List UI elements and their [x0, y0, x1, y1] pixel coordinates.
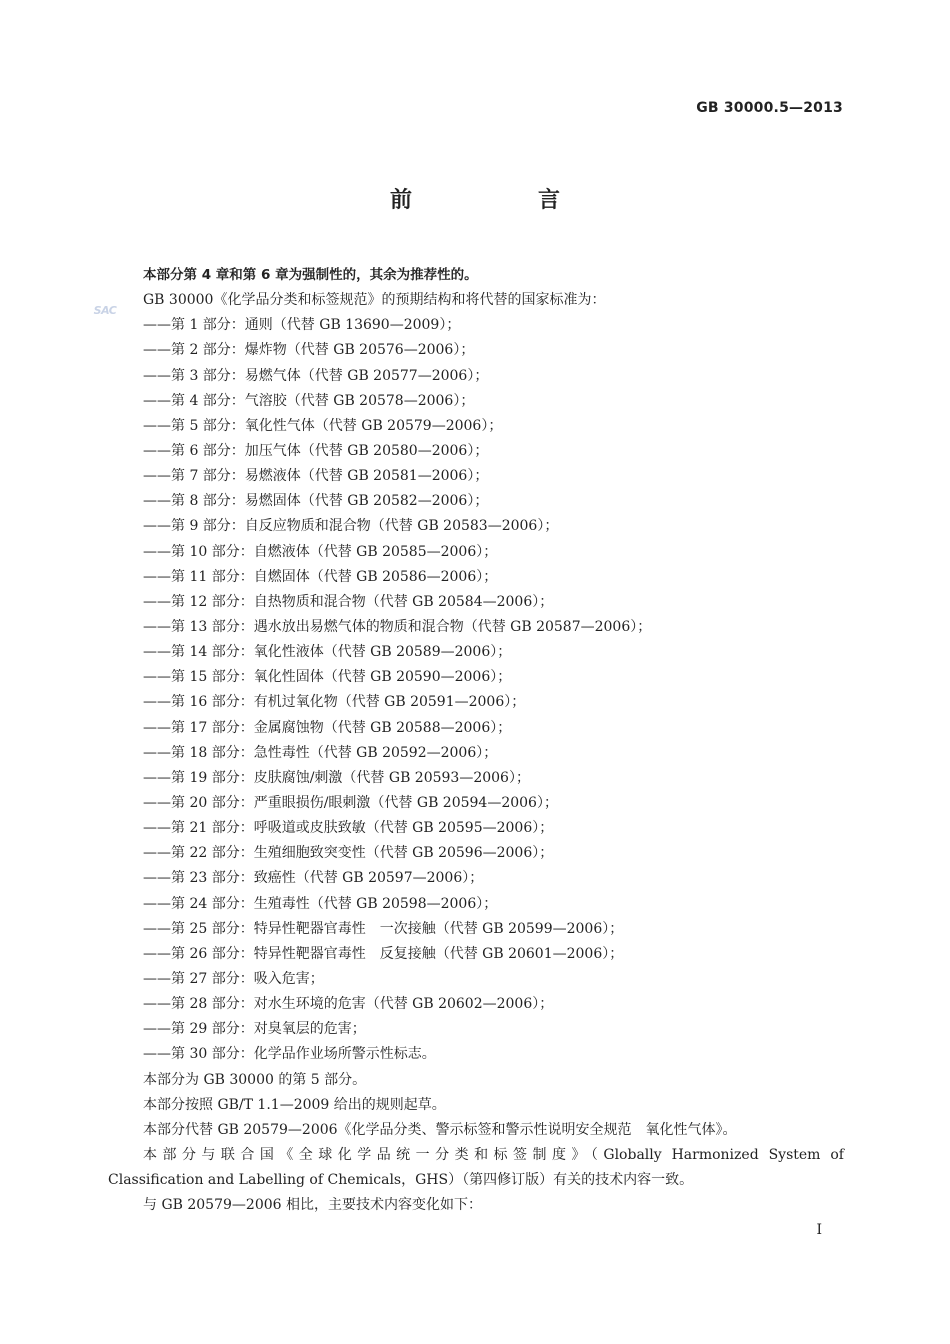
- paragraph-structure-intro: GB 30000《化学品分类和标签规范》的预期结构和将代替的国家标准为：: [143, 292, 606, 309]
- paragraph-ghs-consistency-cont: Classification and Labelling of Chemicals，GHS）（第四修订版）有关的技术内容一致。: [108, 1172, 694, 1189]
- list-item: ——第 22 部分：生殖细胞致突变性（代替 GB 20596—2006）；: [143, 845, 554, 862]
- list-item: ——第 23 部分：致癌性（代替 GB 20597—2006）；: [143, 870, 484, 887]
- list-item: ——第 30 部分：化学品作业场所警示性标志。: [143, 1046, 436, 1063]
- list-item: ——第 9 部分：自反应物质和混合物（代替 GB 20583—2006）；: [143, 518, 559, 535]
- list-item: ——第 16 部分：有机过氧化物（代替 GB 20591—2006）；: [143, 694, 526, 711]
- list-item: ——第 26 部分：特异性靶器官毒性 反复接触（代替 GB 20601—2006）；: [143, 945, 624, 962]
- list-item: ——第 7 部分：易燃液体（代替 GB 20581—2006）；: [143, 468, 489, 485]
- list-item: ——第 14 部分：氧化性液体（代替 GB 20589—2006）；: [143, 644, 512, 661]
- list-item: ——第 8 部分：易燃固体（代替 GB 20582—2006）；: [143, 493, 489, 510]
- paragraph-changes-intro: 与 GB 20579—2006 相比，主要技术内容变化如下：: [143, 1197, 482, 1214]
- paragraph-drafting-rules: 本部分按照 GB/T 1.1—2009 给出的规则起草。: [143, 1096, 446, 1113]
- sac-watermark: SAC: [93, 304, 117, 317]
- list-item: ——第 2 部分：爆炸物（代替 GB 20576—2006）；: [143, 342, 475, 359]
- page-number: I: [816, 1222, 822, 1238]
- list-item: ——第 4 部分：气溶胶（代替 GB 20578—2006）；: [143, 392, 475, 409]
- paragraph-mandatory-note: 本部分第 4 章和第 6 章为强制性的，其余为推荐性的。: [143, 267, 478, 283]
- list-item: ——第 3 部分：易燃气体（代替 GB 20577—2006）；: [143, 367, 489, 384]
- list-item: ——第 17 部分：金属腐蚀物（代替 GB 20588—2006）；: [143, 719, 512, 736]
- list-item: ——第 13 部分：遇水放出易燃气体的物质和混合物（代替 GB 20587—2006）；: [143, 618, 652, 635]
- list-item: ——第 12 部分：自热物质和混合物（代替 GB 20584—2006）；: [143, 593, 554, 610]
- standard-number: GB 30000.5—2013: [696, 100, 843, 116]
- list-item: ——第 1 部分：通则（代替 GB 13690—2009）；: [143, 317, 461, 334]
- paragraph-part-number: 本部分为 GB 30000 的第 5 部分。: [143, 1071, 367, 1088]
- list-item: ——第 18 部分：急性毒性（代替 GB 20592—2006）；: [143, 744, 498, 761]
- page-title: 前 言: [389, 188, 612, 213]
- list-item: ——第 28 部分：对水生环境的危害（代替 GB 20602—2006）；: [143, 996, 554, 1013]
- list-item: ——第 20 部分：严重眼损伤/眼刺激（代替 GB 20594—2006）；: [143, 794, 558, 811]
- list-item: ——第 15 部分：氧化性固体（代替 GB 20590—2006）；: [143, 669, 512, 686]
- list-item: ——第 24 部分：生殖毒性（代替 GB 20598—2006）；: [143, 895, 498, 912]
- list-item: ——第 27 部分：吸入危害；: [143, 970, 324, 987]
- list-item: ——第 25 部分：特异性靶器官毒性 一次接触（代替 GB 20599—2006）；: [143, 920, 624, 937]
- list-item: ——第 11 部分：自燃固体（代替 GB 20586—2006）；: [143, 568, 498, 585]
- paragraph-replaces: 本部分代替 GB 20579—2006《化学品分类、警示标签和警示性说明安全规范 氧化性气体》。: [143, 1121, 737, 1138]
- list-item: ——第 5 部分：氧化性气体（代替 GB 20579—2006）；: [143, 417, 503, 434]
- list-item: ——第 6 部分：加压气体（代替 GB 20580—2006）；: [143, 442, 489, 459]
- list-item: ——第 21 部分：呼吸道或皮肤致敏（代替 GB 20595—2006）；: [143, 820, 554, 837]
- list-item: ——第 10 部分：自燃液体（代替 GB 20585—2006）；: [143, 543, 498, 560]
- foreword-body: [108, 263, 844, 1218]
- list-item: ——第 29 部分：对臭氧层的危害；: [143, 1021, 366, 1038]
- paragraph-ghs-consistency: 本部分与联合国《全球化学品统一分类和标签制度》（Globally Harmonized System of: [143, 1146, 844, 1163]
- list-item: ——第 19 部分：皮肤腐蚀/刺激（代替 GB 20593—2006）；: [143, 769, 530, 786]
